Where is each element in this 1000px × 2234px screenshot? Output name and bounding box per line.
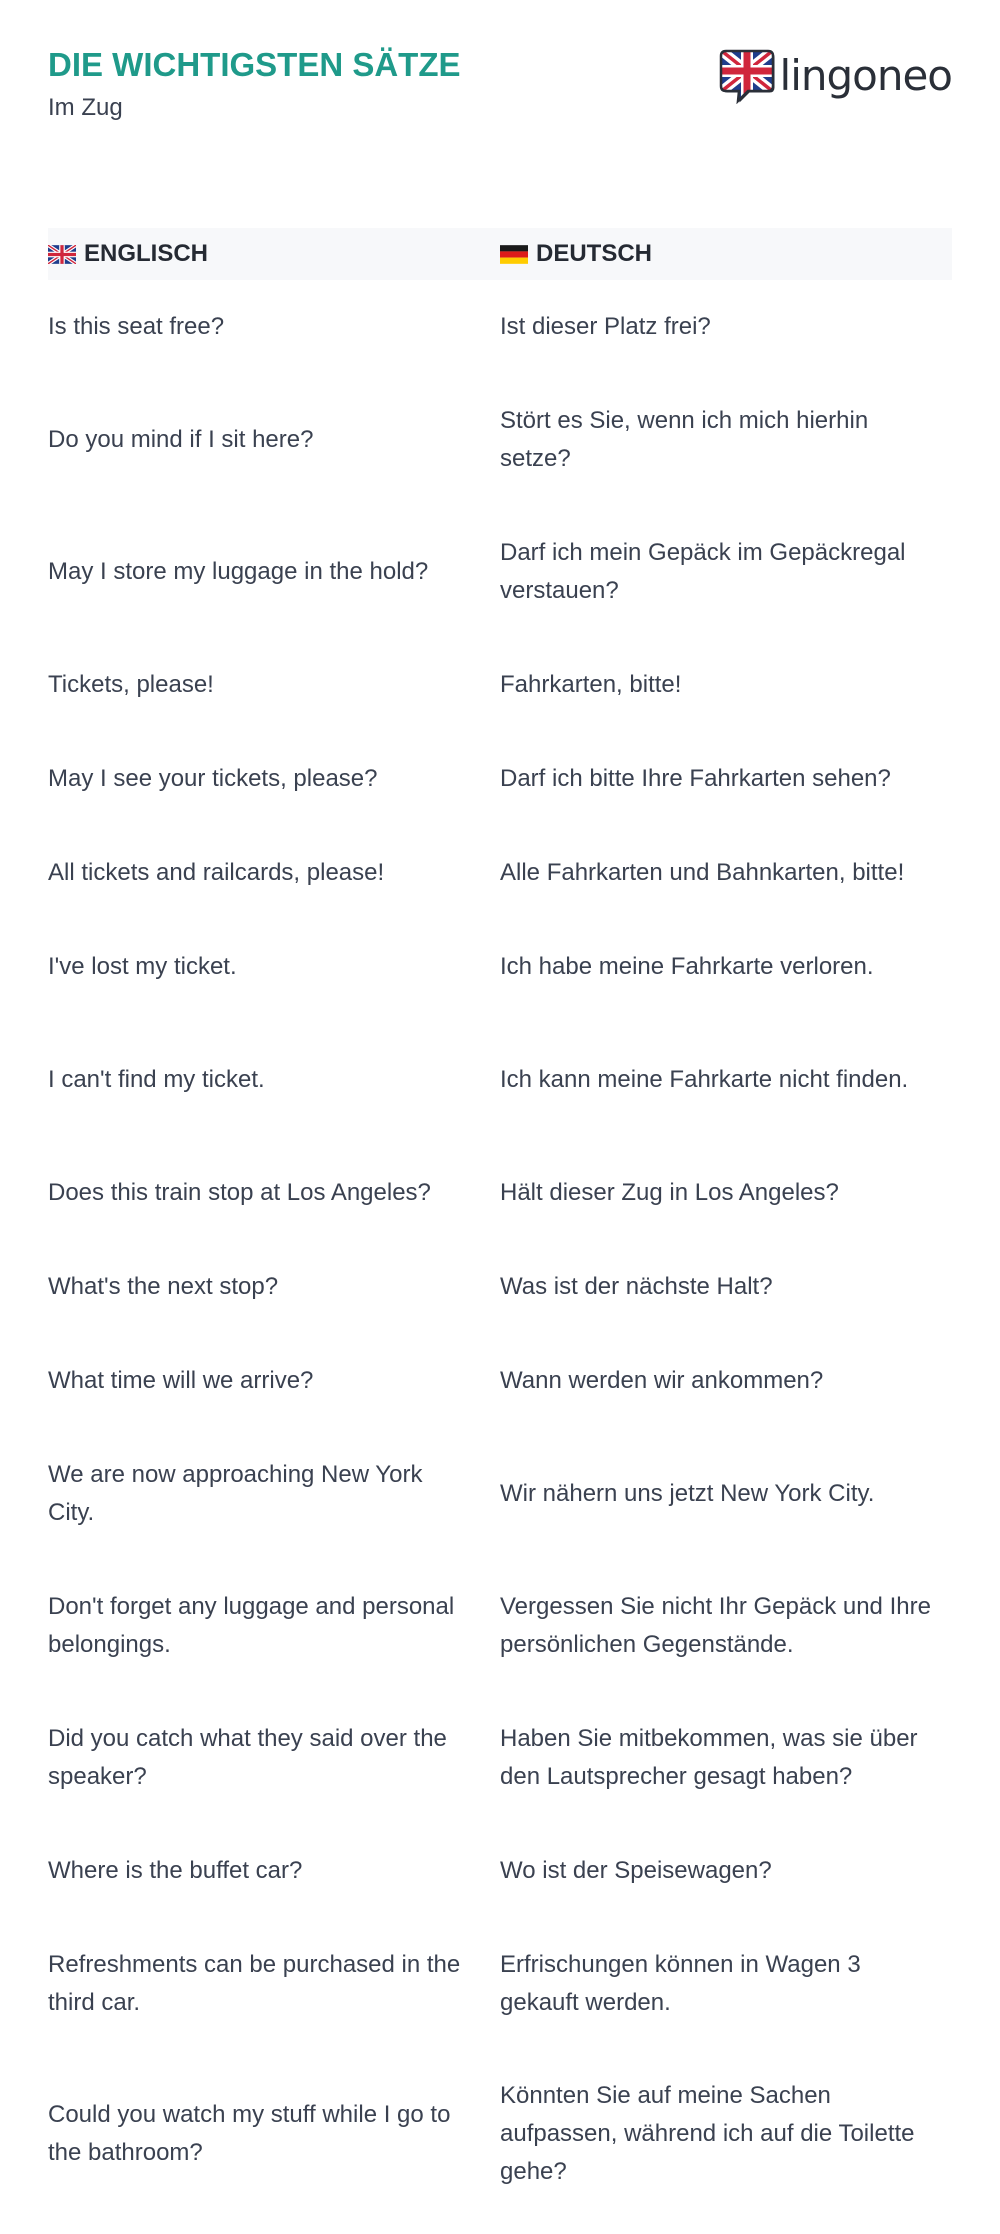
phrase-english: Could you watch my stuff while I go to the bathroom?	[48, 2101, 451, 2166]
phrase-english: Does this train stop at Los Angeles?	[48, 1179, 431, 1206]
phrase-german: Darf ich bitte Ihre Fahrkarten sehen?	[500, 765, 891, 792]
table-row	[48, 280, 952, 374]
phrase-german: Wann werden wir ankommen?	[500, 1367, 824, 1394]
table-row	[48, 1824, 952, 1918]
phrase-german: Wir nähern uns jetzt New York City.	[500, 1480, 875, 1507]
phrase-german: Fahrkarten, bitte!	[500, 671, 682, 698]
phrase-german: Haben Sie mitbekommen, was sie über den Lautsprecher gesagt haben?	[500, 1725, 918, 1790]
phrase-list	[48, 280, 952, 2218]
phrase-english: All tickets and railcards, please!	[48, 859, 385, 886]
column-header-german	[500, 240, 952, 268]
phrase-english: Tickets, please!	[48, 671, 214, 698]
phrase-english: I can't find my ticket.	[48, 1066, 265, 1093]
table-row	[48, 506, 952, 638]
phrase-german: Vergessen Sie nicht Ihr Gepäck und Ihre persönlichen Gegenstände.	[500, 1593, 931, 1658]
phrase-english: May I see your tickets, please?	[48, 765, 378, 792]
phrase-english: Do you mind if I sit here?	[48, 426, 314, 453]
phrase-german: Ich habe meine Fahrkarte verloren.	[500, 953, 874, 980]
table-row	[48, 1240, 952, 1334]
germany-flag-icon	[500, 245, 528, 264]
lingoneo-logo	[718, 48, 952, 104]
uk-flag-speech-bubble-icon	[718, 48, 776, 104]
uk-flag-icon	[48, 245, 76, 264]
table-row	[48, 1692, 952, 1824]
table-row	[48, 374, 952, 506]
column-header-english	[48, 240, 500, 268]
table-row	[48, 732, 952, 826]
phrase-german: Was ist der nächste Halt?	[500, 1273, 773, 1300]
phrase-german: Könnten Sie auf meine Sachen aufpassen, während ich auf die Toilette gehe?	[500, 2082, 915, 2185]
table-row	[48, 1014, 952, 1146]
table-row	[48, 826, 952, 920]
table-row	[48, 920, 952, 1014]
page-title: DIE WICHTIGSTEN SÄTZE	[48, 46, 461, 83]
table-row	[48, 638, 952, 732]
column-label-english: ENGLISCH	[84, 240, 209, 267]
table-header	[48, 228, 952, 280]
phrase-english: What time will we arrive?	[48, 1367, 314, 1394]
table-row	[48, 1560, 952, 1692]
phrase-english: I've lost my ticket.	[48, 953, 237, 980]
phrase-german: Alle Fahrkarten und Bahnkarten, bitte!	[500, 859, 905, 886]
table-row	[48, 1334, 952, 1428]
column-label-german: DEUTSCH	[536, 240, 653, 267]
phrase-german: Ich kann meine Fahrkarte nicht finden.	[500, 1066, 909, 1093]
table-row	[48, 1428, 952, 1560]
phrase-german: Wo ist der Speisewagen?	[500, 1857, 772, 1884]
phrase-english: What's the next stop?	[48, 1273, 279, 1300]
phrase-german: Stört es Sie, wenn ich mich hierhin setze?	[500, 407, 869, 472]
phrase-english: Refreshments can be purchased in the third car.	[48, 1951, 461, 2016]
phrase-german: Hält dieser Zug in Los Angeles?	[500, 1179, 839, 1206]
header	[48, 0, 952, 228]
phrase-german: Erfrischungen können in Wagen 3 gekauft werden.	[500, 1951, 861, 2016]
phrase-german: Darf ich mein Gepäck im Gepäckregal verstauen?	[500, 539, 906, 604]
phrase-english: We are now approaching New York City.	[48, 1461, 423, 1526]
table-row	[48, 2050, 952, 2218]
page-subtitle: Im Zug	[48, 94, 123, 121]
phrase-english: Where is the buffet car?	[48, 1857, 303, 1884]
phrase-english: Did you catch what they said over the speaker?	[48, 1725, 447, 1790]
logo-text: lingoneo	[779, 51, 952, 100]
phrase-english: Don't forget any luggage and personal belongings.	[48, 1593, 455, 1658]
table-row	[48, 1918, 952, 2050]
table-row	[48, 1146, 952, 1240]
phrase-english: Is this seat free?	[48, 313, 225, 340]
phrase-english: May I store my luggage in the hold?	[48, 558, 429, 585]
phrase-german: Ist dieser Platz frei?	[500, 313, 711, 340]
